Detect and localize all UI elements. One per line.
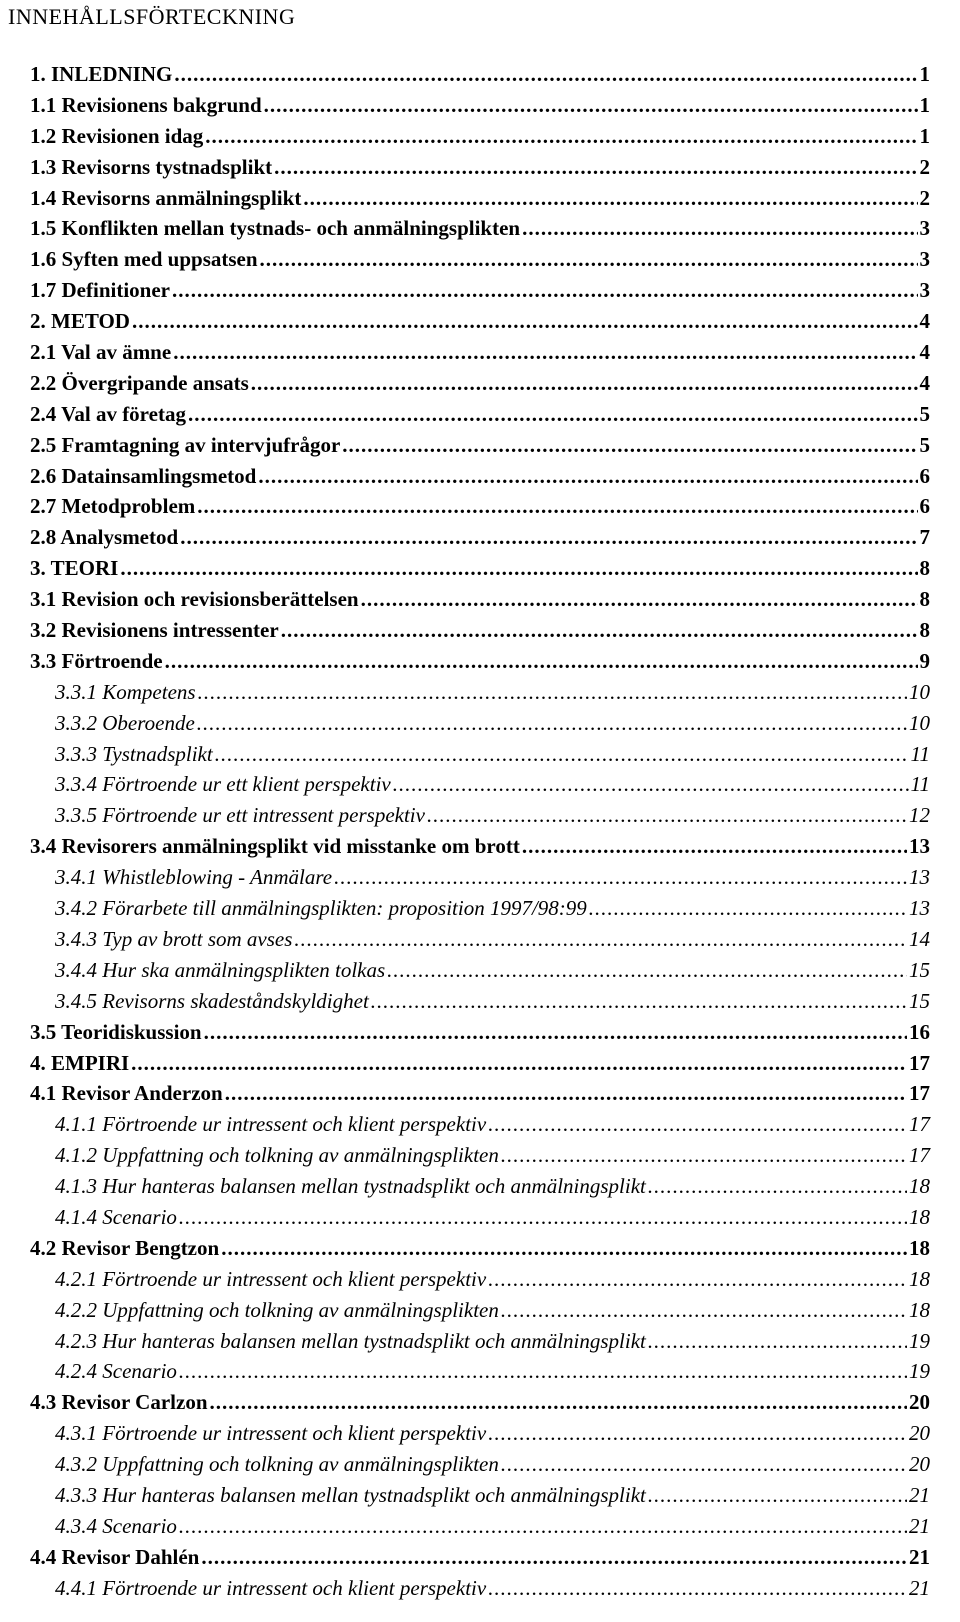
toc-entry[interactable] <box>0 742 960 773</box>
toc-entry-label: 2.6 Datainsamlingsmetod <box>30 463 257 488</box>
toc-entry-label: 4.2 Revisor Bengtzon <box>30 1235 220 1260</box>
toc-leader-dots <box>648 1174 907 1199</box>
toc-leader-dots <box>488 1112 907 1137</box>
toc-leader-dots <box>225 1081 907 1106</box>
toc-leader-dots <box>393 772 909 797</box>
toc-entry-page: 6 <box>919 494 930 519</box>
toc-entry[interactable] <box>0 1452 960 1483</box>
toc-entry-page: 20 <box>909 1421 930 1446</box>
toc-entry-page: 11 <box>910 772 930 797</box>
toc-leader-dots <box>260 247 918 272</box>
toc-entry-page: 17 <box>909 1112 930 1137</box>
toc-leader-dots <box>165 649 918 674</box>
toc-entry[interactable] <box>0 371 960 402</box>
toc-entry[interactable] <box>0 1359 960 1390</box>
toc-leader-dots <box>501 1298 907 1323</box>
toc-entry[interactable] <box>0 865 960 896</box>
toc-entry-page: 8 <box>919 556 930 581</box>
toc-entry-label: 2. METOD <box>30 309 130 334</box>
toc-entry-label: 4.1.2 Uppfattning och tolkning av anmälningsplikten <box>55 1143 499 1168</box>
toc-leader-dots <box>132 309 918 334</box>
toc-entry-label: 4.3.4 Scenario <box>55 1513 177 1538</box>
toc-entry[interactable] <box>0 1205 960 1236</box>
toc-leader-dots <box>180 525 917 550</box>
toc-entry-label: 4.2.3 Hur hanteras balansen mellan tystnadsplikt och anmälningsplikt <box>55 1328 646 1353</box>
toc-entry-label: 4.4.1 Förtroende ur intressent och klient perspektiv <box>55 1575 487 1600</box>
toc-entry-label: 4.3.1 Förtroende ur intressent och klient perspektiv <box>55 1421 487 1446</box>
toc-entry-page: 18 <box>909 1204 930 1229</box>
toc-entry-label: 4.3 Revisor Carlzon <box>30 1390 208 1415</box>
toc-entry[interactable] <box>0 1267 960 1298</box>
toc-entry-label: 1.6 Syften med uppsatsen <box>30 247 258 272</box>
toc-leader-dots <box>197 494 917 519</box>
toc-leader-dots <box>188 402 918 427</box>
toc-entry[interactable] <box>0 433 960 464</box>
toc-entry-label: 3.2 Revisionens intressenter <box>30 618 279 643</box>
toc-entry-page: 14 <box>909 926 930 951</box>
toc-entry[interactable] <box>0 1483 960 1514</box>
page-title: INNEHÅLLSFÖRTECKNING <box>8 4 296 29</box>
toc-entry-page: 12 <box>909 803 930 828</box>
table-of-contents <box>0 62 960 1607</box>
toc-entry-page: 10 <box>909 679 930 704</box>
toc-entry[interactable] <box>0 340 960 371</box>
toc-entry-label: 4.3.2 Uppfattning och tolkning av anmälningsplikten <box>55 1452 499 1477</box>
toc-leader-dots <box>522 216 917 241</box>
toc-entry[interactable] <box>0 309 960 340</box>
toc-leader-dots <box>648 1483 907 1508</box>
toc-entry[interactable] <box>0 1143 960 1174</box>
toc-leader-dots <box>387 958 907 983</box>
toc-entry[interactable] <box>0 1081 960 1112</box>
toc-entry[interactable] <box>0 772 960 803</box>
toc-leader-dots <box>648 1329 907 1354</box>
toc-entry-label: 4.2.2 Uppfattning och tolkning av anmälningsplikten <box>55 1297 499 1322</box>
toc-entry-page: 15 <box>909 988 930 1013</box>
toc-leader-dots <box>205 124 917 149</box>
toc-entry-page: 17 <box>909 1143 930 1168</box>
toc-leader-dots <box>198 680 907 705</box>
toc-leader-dots <box>173 340 917 365</box>
toc-entry-label: 1.5 Konflikten mellan tystnads- och anmälningsplikten <box>30 216 521 241</box>
toc-entry-label: 3.1 Revision och revisionsberättelsen <box>30 587 359 612</box>
toc-leader-dots <box>274 155 917 180</box>
toc-entry[interactable] <box>0 803 960 834</box>
toc-entry-label: 4. EMPIRI <box>30 1050 130 1075</box>
toc-entry[interactable] <box>0 896 960 927</box>
toc-entry-label: 1. INLEDNING <box>30 62 173 86</box>
toc-entry-label: 3.4.5 Revisorns skadeståndskyldighet <box>55 988 369 1013</box>
toc-leader-dots <box>251 371 918 396</box>
toc-entry-label: 2.2 Övergripande ansats <box>30 370 249 395</box>
toc-entry-page: 8 <box>919 587 930 612</box>
toc-entry-page: 8 <box>919 618 930 643</box>
toc-leader-dots <box>361 587 918 612</box>
toc-entry[interactable] <box>0 556 960 587</box>
toc-entry-page: 18 <box>909 1266 930 1291</box>
toc-leader-dots <box>294 927 907 952</box>
toc-leader-dots <box>342 433 917 458</box>
toc-entry[interactable] <box>0 989 960 1020</box>
toc-entry[interactable] <box>0 186 960 217</box>
toc-entry-page: 21 <box>909 1513 930 1538</box>
toc-entry-label: 3.3 Förtroende <box>30 648 163 673</box>
toc-leader-dots <box>215 742 909 767</box>
toc-entry-label: 4.1 Revisor Anderzon <box>30 1081 223 1106</box>
toc-leader-dots <box>303 186 917 211</box>
toc-entry[interactable] <box>0 1298 960 1329</box>
toc-leader-dots <box>174 62 917 87</box>
toc-entry-label: 3.4.4 Hur ska anmälningsplikten tolkas <box>55 957 386 982</box>
toc-entry-label: 2.4 Val av företag <box>30 401 186 426</box>
toc-entry-label: 4.1.4 Scenario <box>55 1204 177 1229</box>
toc-entry-page: 19 <box>909 1359 930 1384</box>
toc-entry-label: 3.4.2 Förarbete till anmälningsplikten: proposition 1997/98:99 <box>55 896 587 921</box>
toc-leader-dots <box>281 618 918 643</box>
toc-leader-dots <box>179 1359 907 1384</box>
toc-entry[interactable] <box>0 1174 960 1205</box>
toc-entry-page: 10 <box>909 710 930 735</box>
toc-entry-label: 4.1.3 Hur hanteras balansen mellan tystnadsplikt och anmälningsplikt <box>55 1174 646 1199</box>
toc-entry-page: 9 <box>919 648 930 673</box>
toc-entry-page: 20 <box>909 1452 930 1477</box>
toc-leader-dots <box>488 1576 907 1601</box>
toc-entry[interactable] <box>0 1576 960 1607</box>
toc-entry-page: 18 <box>909 1235 930 1260</box>
toc-entry-label: 2.8 Analysmetod <box>30 525 179 550</box>
toc-leader-dots <box>501 1143 907 1168</box>
toc-entry-label: 4.1.1 Förtroende ur intressent och klient perspektiv <box>55 1112 487 1137</box>
toc-entry[interactable] <box>0 1421 960 1452</box>
toc-entry-label: 4.2.4 Scenario <box>55 1359 177 1384</box>
toc-entry-page: 20 <box>909 1390 930 1415</box>
toc-entry-page: 6 <box>919 463 930 488</box>
toc-entry-page: 3 <box>919 278 930 303</box>
toc-entry-label: 3.4 Revisorers anmälningsplikt vid misstanke om brott <box>30 834 520 859</box>
toc-entry-page: 3 <box>919 247 930 272</box>
toc-entry-page: 18 <box>909 1297 930 1322</box>
toc-entry-label: 4.3.3 Hur hanteras balansen mellan tystnadsplikt och anmälningsplikt <box>55 1482 646 1507</box>
toc-entry-label: 3.3.3 Tystnadsplikt <box>55 741 213 766</box>
toc-entry[interactable] <box>0 402 960 433</box>
toc-entry-page: 17 <box>909 1050 930 1075</box>
toc-leader-dots <box>210 1390 907 1415</box>
toc-entry-page: 2 <box>919 185 930 210</box>
toc-entry[interactable] <box>0 587 960 618</box>
toc-entry-page: 5 <box>919 401 930 426</box>
toc-leader-dots <box>120 556 917 581</box>
toc-entry-page: 21 <box>909 1482 930 1507</box>
toc-entry-label: 3.3.5 Förtroende ur ett intressent perspektiv <box>55 803 425 828</box>
toc-leader-dots <box>334 865 907 890</box>
toc-entry[interactable] <box>0 834 960 865</box>
toc-entry[interactable] <box>0 649 960 680</box>
toc-entry-label: 2.7 Metodproblem <box>30 494 196 519</box>
toc-entry[interactable] <box>0 1329 960 1360</box>
toc-entry[interactable] <box>0 680 960 711</box>
toc-leader-dots <box>131 1051 907 1076</box>
toc-entry-page: 19 <box>909 1328 930 1353</box>
toc-leader-dots <box>197 711 907 736</box>
toc-entry-label: 2.1 Val av ämne <box>30 340 172 365</box>
toc-entry[interactable] <box>0 1020 960 1051</box>
toc-entry-label: 3. TEORI <box>30 556 119 581</box>
toc-entry-page: 21 <box>909 1544 930 1569</box>
toc-entry[interactable] <box>0 1112 960 1143</box>
toc-entry-label: 4.2.1 Förtroende ur intressent och klient perspektiv <box>55 1266 487 1291</box>
toc-entry-label: 3.4.3 Typ av brott som avses <box>55 926 293 951</box>
toc-entry[interactable] <box>0 124 960 155</box>
toc-entry-page: 5 <box>919 432 930 457</box>
toc-entry[interactable] <box>0 711 960 742</box>
toc-leader-dots <box>179 1514 907 1539</box>
toc-entry-label: 1.3 Revisorns tystnadsplikt <box>30 154 273 179</box>
toc-entry-page: 13 <box>909 896 930 921</box>
toc-leader-dots <box>179 1205 907 1230</box>
toc-entry-page: 4 <box>919 309 930 334</box>
toc-entry-page: 4 <box>919 340 930 365</box>
toc-entry-label: 3.3.1 Kompetens <box>55 679 196 704</box>
toc-entry-label: 3.4.1 Whistleblowing - Anmälare <box>55 865 333 890</box>
toc-entry[interactable] <box>0 1514 960 1545</box>
toc-entry-label: 4.4 Revisor Dahlén <box>30 1544 200 1569</box>
toc-entry-label: 1.2 Revisionen idag <box>30 123 204 148</box>
toc-entry[interactable] <box>0 247 960 278</box>
toc-entry-label: 2.5 Framtagning av intervjufrågor <box>30 432 341 457</box>
toc-entry-page: 3 <box>919 216 930 241</box>
toc-entry-page: 1 <box>919 92 930 117</box>
toc-leader-dots <box>201 1545 907 1570</box>
toc-entry[interactable] <box>0 278 960 309</box>
toc-leader-dots <box>488 1267 907 1292</box>
toc-entry[interactable] <box>0 958 960 989</box>
toc-entry[interactable] <box>0 155 960 186</box>
toc-entry-page: 1 <box>919 123 930 148</box>
toc-entry-page: 13 <box>909 865 930 890</box>
toc-leader-dots <box>488 1421 907 1446</box>
toc-leader-dots <box>371 989 907 1014</box>
toc-entry[interactable] <box>0 618 960 649</box>
toc-entry-page: 2 <box>919 154 930 179</box>
toc-entry[interactable] <box>0 927 960 958</box>
toc-entry[interactable] <box>0 1390 960 1421</box>
toc-entry-page: 11 <box>910 741 930 766</box>
toc-leader-dots <box>501 1452 907 1477</box>
toc-entry-page: 15 <box>909 957 930 982</box>
toc-entry-page: 21 <box>909 1575 930 1600</box>
toc-entry-page: 1 <box>919 62 930 86</box>
toc-leader-dots <box>427 803 907 828</box>
toc-entry-page: 13 <box>909 834 930 859</box>
toc-leader-dots <box>258 464 917 489</box>
toc-leader-dots <box>204 1020 907 1045</box>
toc-entry[interactable] <box>0 1051 960 1082</box>
toc-entry[interactable] <box>0 1545 960 1576</box>
toc-entry-label: 1.7 Definitioner <box>30 278 170 303</box>
toc-entry-page: 4 <box>919 370 930 395</box>
toc-leader-dots <box>172 278 918 303</box>
toc-entry-page: 18 <box>909 1174 930 1199</box>
toc-entry-label: 1.4 Revisorns anmälningsplikt <box>30 185 302 210</box>
toc-entry[interactable] <box>0 62 960 93</box>
toc-entry-page: 17 <box>909 1081 930 1106</box>
toc-entry-label: 3.3.2 Oberoende <box>55 710 195 735</box>
toc-leader-dots <box>522 834 907 859</box>
toc-entry-page: 7 <box>919 525 930 550</box>
toc-entry[interactable] <box>0 464 960 495</box>
toc-leader-dots <box>589 896 907 921</box>
toc-leader-dots <box>221 1236 907 1261</box>
toc-leader-dots <box>264 93 918 118</box>
toc-entry-page: 16 <box>909 1019 930 1044</box>
toc-entry[interactable] <box>0 525 960 556</box>
toc-entry-label: 1.1 Revisionens bakgrund <box>30 92 262 117</box>
toc-entry[interactable] <box>0 216 960 247</box>
toc-entry[interactable] <box>0 1236 960 1267</box>
toc-entry-label: 3.3.4 Förtroende ur ett klient perspektiv <box>55 772 391 797</box>
toc-entry-label: 3.5 Teoridiskussion <box>30 1019 202 1044</box>
toc-entry[interactable] <box>0 494 960 525</box>
toc-entry[interactable] <box>0 93 960 124</box>
